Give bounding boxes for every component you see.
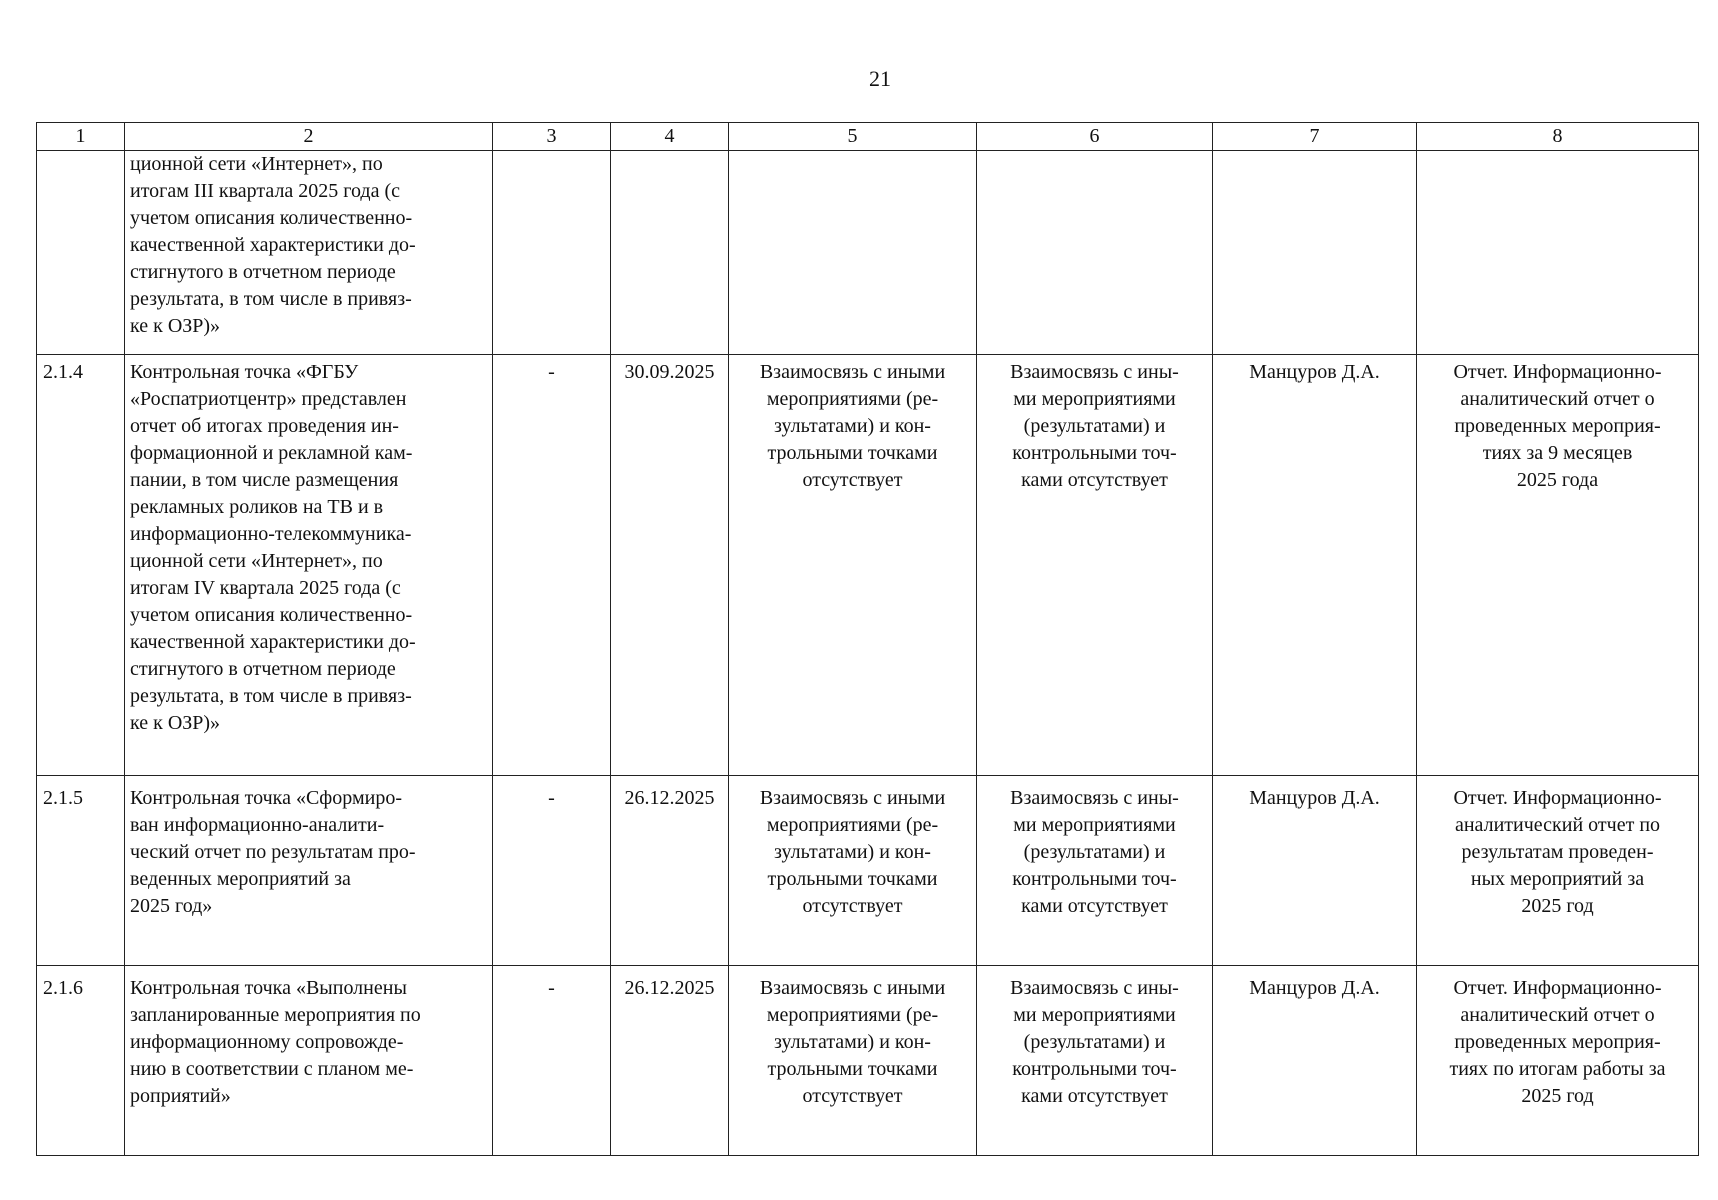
column-header: 8	[1417, 123, 1699, 151]
row-col3: -	[493, 966, 611, 1156]
column-header: 3	[493, 123, 611, 151]
row-description	[125, 151, 493, 355]
relation-line: мероприятиями (ре-	[766, 814, 939, 836]
desc-line: формационной и рекламной кам-	[130, 442, 413, 464]
relation-line: ми мероприятиями	[1013, 814, 1176, 836]
empty-cell	[729, 151, 977, 355]
result-line: проведенных мероприя-	[1454, 415, 1661, 437]
relation-line: отсутствует	[802, 469, 903, 491]
result-line: 2025 года	[1516, 469, 1599, 491]
result-line: тиях по итогам работы за	[1449, 1058, 1666, 1080]
relation-line: мероприятиями (ре-	[766, 1004, 939, 1026]
row-result	[1417, 355, 1699, 776]
relation-line: (результатами) и	[1023, 841, 1166, 863]
row-responsible: Манцуров Д.А.	[1213, 776, 1417, 966]
table-row-continuation	[37, 151, 1699, 355]
row-responsible: Манцуров Д.А.	[1213, 355, 1417, 776]
row-description	[125, 966, 493, 1156]
row-relation-2	[977, 776, 1213, 966]
desc-line: Контрольная точка «ФГБУ	[130, 361, 359, 383]
empty-cell	[977, 151, 1213, 355]
relation-line: контрольными точ-	[1012, 868, 1177, 890]
row-relation	[729, 776, 977, 966]
empty-cell	[1417, 151, 1699, 355]
row-relation-2	[977, 355, 1213, 776]
desc-line: информационному сопровожде-	[130, 1031, 404, 1053]
column-header: 4	[611, 123, 729, 151]
desc-line: результата, в том числе в привяз-	[130, 685, 412, 707]
relation-line: (результатами) и	[1023, 415, 1166, 437]
relation-line: зультатами) и кон-	[774, 415, 931, 437]
page-number: 21	[869, 66, 891, 91]
row-relation	[729, 966, 977, 1156]
row-relation	[729, 355, 977, 776]
desc-line: Контрольная точка «Сформиро-	[130, 787, 402, 809]
desc-line: результата, в том числе в привяз-	[130, 288, 412, 310]
result-line: тиях за 9 месяцев	[1482, 442, 1633, 464]
desc-line: итогам IV квартала 2025 года (с	[130, 577, 401, 599]
relation-line: отсутствует	[802, 1085, 903, 1107]
desc-line: стигнутого в отчетном периоде	[130, 658, 396, 680]
desc-line: итогам III квартала 2025 года (с	[130, 180, 401, 202]
row-number: 2.1.4	[37, 355, 125, 776]
desc-line: рекламных роликов на ТВ и в	[130, 496, 384, 518]
row-result	[1417, 966, 1699, 1156]
row-relation-2	[977, 966, 1213, 1156]
relation-line: Взаимосвязь с иными	[759, 977, 946, 999]
row-number: 2.1.6	[37, 966, 125, 1156]
desc-line: ке к ОЗР)»	[130, 315, 221, 337]
desc-line: информационно-телекоммуника-	[130, 523, 412, 545]
empty-cell	[611, 151, 729, 355]
relation-line: отсутствует	[802, 895, 903, 917]
table-row	[37, 776, 1699, 966]
plan-table	[36, 122, 1699, 1156]
result-line: аналитический отчет о	[1460, 388, 1655, 410]
desc-line: стигнутого в отчетном периоде	[130, 261, 396, 283]
header-row	[37, 123, 1699, 151]
relation-line: ми мероприятиями	[1013, 1004, 1176, 1026]
desc-line: отчет об итогах проведения ин-	[130, 415, 399, 437]
result-line: Отчет. Информационно-	[1453, 977, 1662, 999]
relation-line: Взаимосвязь с ины-	[1010, 787, 1179, 809]
empty-cell	[1213, 151, 1417, 355]
row-date: 30.09.2025	[611, 355, 729, 776]
desc-line: ке к ОЗР)»	[130, 712, 221, 734]
relation-line: Взаимосвязь с иными	[759, 361, 946, 383]
desc-line: запланированные мероприятия по	[130, 1004, 421, 1026]
desc-line: ционной сети «Интернет», по	[130, 550, 383, 572]
desc-line: Контрольная точка «Выполнены	[130, 977, 407, 999]
desc-line: «Роспатриотцентр» представлен	[130, 388, 407, 410]
relation-line: ками отсутствует	[1021, 1085, 1168, 1107]
result-line: Отчет. Информационно-	[1453, 787, 1662, 809]
row-result	[1417, 776, 1699, 966]
row-description	[125, 776, 493, 966]
result-line: 2025 год	[1521, 1085, 1594, 1107]
relation-line: трольными точками	[767, 1058, 938, 1080]
desc-line: учетом описания количественно-	[130, 604, 413, 626]
relation-line: зультатами) и кон-	[774, 841, 931, 863]
column-header: 1	[37, 123, 125, 151]
row-number	[37, 151, 125, 355]
desc-line: качественной характеристики до-	[130, 234, 416, 256]
relation-line: контрольными точ-	[1012, 1058, 1177, 1080]
desc-line: 2025 год»	[130, 895, 213, 917]
desc-line: веденных мероприятий за	[130, 868, 351, 890]
relation-line: контрольными точ-	[1012, 442, 1177, 464]
relation-line: ками отсутствует	[1021, 895, 1168, 917]
row-col3: -	[493, 776, 611, 966]
result-line: ных мероприятий за	[1470, 868, 1645, 890]
relation-line: Взаимосвязь с ины-	[1010, 977, 1179, 999]
row-col3: -	[493, 355, 611, 776]
row-date: 26.12.2025	[611, 966, 729, 1156]
result-line: аналитический отчет по	[1454, 814, 1661, 836]
desc-line: ческий отчет по результатам про-	[130, 841, 416, 863]
desc-line: пании, в том числе размещения	[130, 469, 399, 491]
desc-line: нию в соответствии с планом ме-	[130, 1058, 414, 1080]
relation-line: зультатами) и кон-	[774, 1031, 931, 1053]
column-header: 6	[977, 123, 1213, 151]
desc-line: роприятий»	[130, 1085, 231, 1107]
desc-line: ционной сети «Интернет», по	[130, 153, 383, 175]
relation-line: ми мероприятиями	[1013, 388, 1176, 410]
column-header: 7	[1213, 123, 1417, 151]
desc-line: ван информационно-аналити-	[130, 814, 385, 836]
column-header: 5	[729, 123, 977, 151]
desc-line: качественной характеристики до-	[130, 631, 416, 653]
row-responsible: Манцуров Д.А.	[1213, 966, 1417, 1156]
result-line: Отчет. Информационно-	[1453, 361, 1662, 383]
relation-line: мероприятиями (ре-	[766, 388, 939, 410]
relation-line: (результатами) и	[1023, 1031, 1166, 1053]
relation-line: Взаимосвязь с ины-	[1010, 361, 1179, 383]
table-row	[37, 966, 1699, 1156]
desc-line: учетом описания количественно-	[130, 207, 413, 229]
row-number: 2.1.5	[37, 776, 125, 966]
result-line: аналитический отчет о	[1460, 1004, 1655, 1026]
column-header: 2	[125, 123, 493, 151]
row-description	[125, 355, 493, 776]
relation-line: трольными точками	[767, 868, 938, 890]
row-date: 26.12.2025	[611, 776, 729, 966]
relation-line: трольными точками	[767, 442, 938, 464]
empty-cell	[493, 151, 611, 355]
table-row	[37, 355, 1699, 776]
result-line: 2025 год	[1521, 895, 1594, 917]
result-line: проведенных мероприя-	[1454, 1031, 1661, 1053]
relation-line: Взаимосвязь с иными	[759, 787, 946, 809]
relation-line: ками отсутствует	[1021, 469, 1168, 491]
result-line: результатам проведен-	[1461, 841, 1654, 863]
